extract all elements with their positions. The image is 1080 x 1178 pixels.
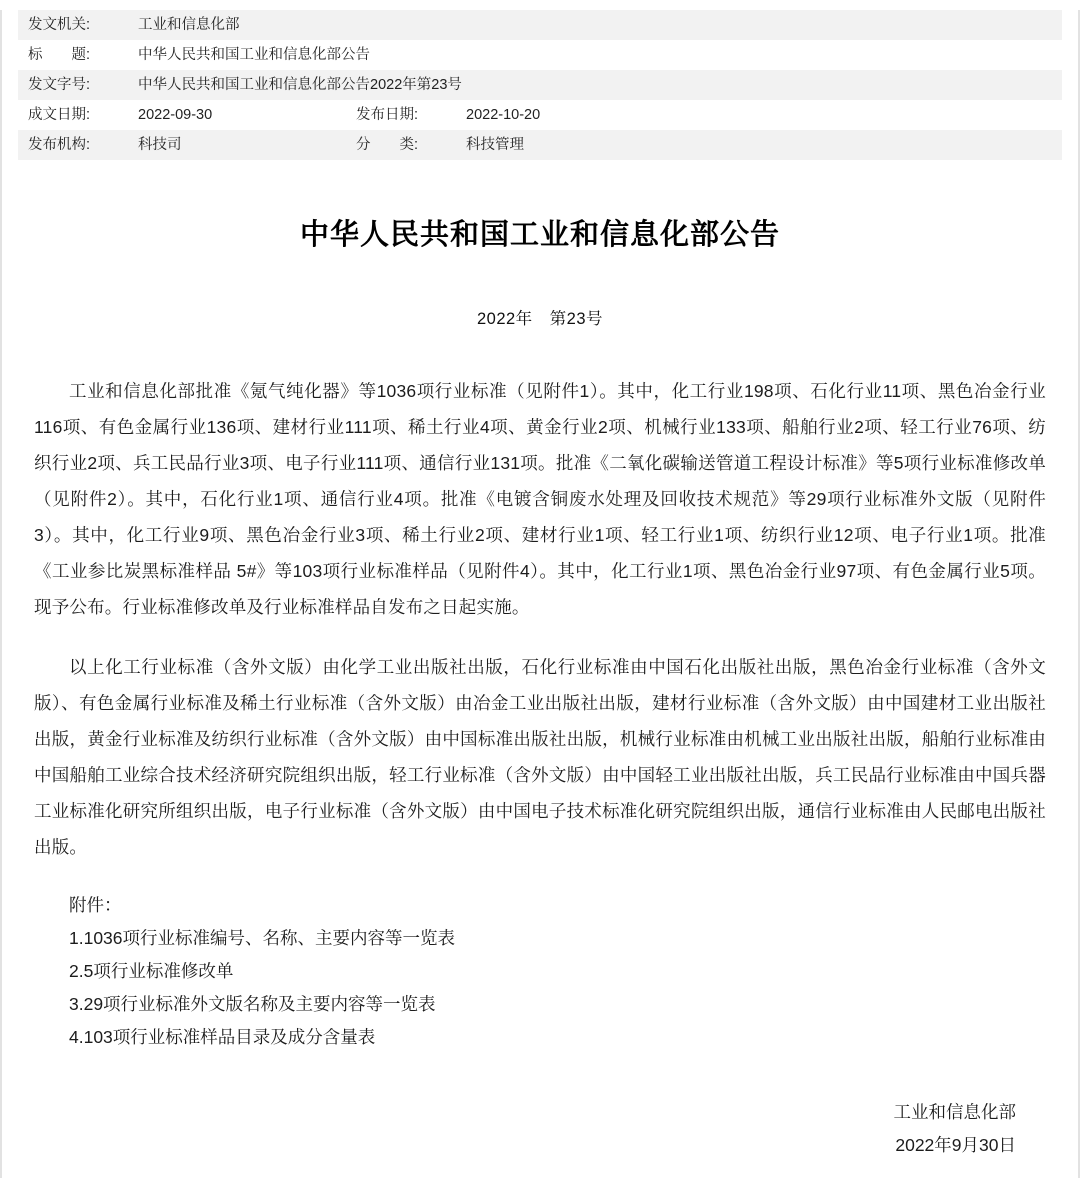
meta-label-category: 分 类: xyxy=(356,130,456,160)
signature-date: 2022年9月30日 xyxy=(895,1135,1016,1155)
attachments-section xyxy=(34,889,1046,1054)
table-row xyxy=(18,130,1062,160)
body-paragraph-2: 以上化工行业标准（含外文版）由化学工业出版社出版，石化行业标准由中国石化出版社出版，黑色冶金行业标准（含外文版）、有色金属行业标准及稀土行业标准（含外文版）由冶金工业出版社出版，建材行业标准（含外文版）由中国建材工业出版社出版，黄金行业标准及纺织行业标准（含外文版）由中国标准出版社出版，机械行业标准由机械工业出版社出版，船舶行业标准由中国船舶工业综合技术经济研究院组织出版，轻工行业标准（含外文版）由中国轻工业出版社出版，兵工民品行业标准由中国兵器工业标准化研究所组织出版，电子行业标准（含外文版）由中国电子技术标准化研究院组织出版，通信行业标准由人民邮电出版社出版。 xyxy=(34,657,1046,857)
meta-label-publish-date: 发布日期: xyxy=(356,106,419,123)
document-body xyxy=(34,329,1046,1162)
page-title: 中华人民共和国工业和信息化部公告 xyxy=(299,217,780,251)
meta-value-title: 中华人民共和国工业和信息化部公告 xyxy=(138,46,370,63)
body-paragraph-1: 工业和信息化部批准《氪气纯化器》等1036项行业标准（见附件1）。其中，化工行业198项、石化行业11项、黑色冶金行业116项、有色金属行业136项、建材行业111项、稀土行业4项、黄金行业2项、机械行业133项、船舶行业2项、轻工行业76项、纺织行业2项、兵工民品行业3项、电子行业111项、通信行业131项。批准《二氧化碳输送管道工程设计标准》等5项行业标准修改单（见附件2）。其中，石化行业1项、通信行业4项。批准《电镀含铜废水处理及回收技术规范》等29项行业标准外文版（见附件3）。其中，化工行业9项、黑色冶金行业3项、稀土行业2项、建材行业1项、轻工行业1项、纺织行业12项、电子行业1项。批准《工业参比炭黑标准样品 5#》等103项行业标准样品（见附件4）。其中，化工行业1项、黑色冶金行业97项、有色金属行业5项。现予公布。行业标准修改单及行业标准样品自发布之日起实施。 xyxy=(34,381,1046,617)
meta-value-document-number: 中华人民共和国工业和信息化部公告2022年第23号 xyxy=(128,70,1062,100)
meta-value-issuing-authority: 工业和信息化部 xyxy=(128,10,1062,40)
meta-value-publishing-org: 科技司 xyxy=(128,130,356,160)
meta-label-document-number: 发文字号: xyxy=(18,70,128,100)
meta-label-title: 标 题: xyxy=(28,46,91,63)
meta-value-category: 科技管理 xyxy=(456,130,1062,160)
meta-label-publishing-org: 发布机构: xyxy=(18,130,128,160)
meta-value-publish-date: 2022-10-20 xyxy=(466,106,541,123)
document-metadata-table xyxy=(18,10,1062,160)
signature-block xyxy=(34,1096,1046,1162)
attachments-label: 附件： xyxy=(69,895,122,915)
meta-value-drafting-date: 2022-09-30 xyxy=(138,106,213,123)
document-page xyxy=(0,10,1080,1178)
meta-label-issuing-authority: 发文机关: xyxy=(18,10,128,40)
signature-organization: 工业和信息化部 xyxy=(893,1102,1016,1122)
attachment-item-1: 1.1036项行业标准编号、名称、主要内容等一览表 xyxy=(69,928,456,948)
table-row xyxy=(18,40,1062,70)
attachment-item-4: 4.103项行业标准样品目录及成分含量表 xyxy=(69,1027,376,1047)
table-row xyxy=(18,100,1062,130)
attachment-item-3: 3.29项行业标准外文版名称及主要内容等一览表 xyxy=(69,994,436,1014)
table-row xyxy=(18,10,1062,40)
document-number: 2022年 第23号 xyxy=(476,310,604,328)
meta-label-drafting-date: 成文日期: xyxy=(28,106,91,123)
attachment-item-2: 2.5项行业标准修改单 xyxy=(69,961,234,981)
table-row xyxy=(18,70,1062,100)
